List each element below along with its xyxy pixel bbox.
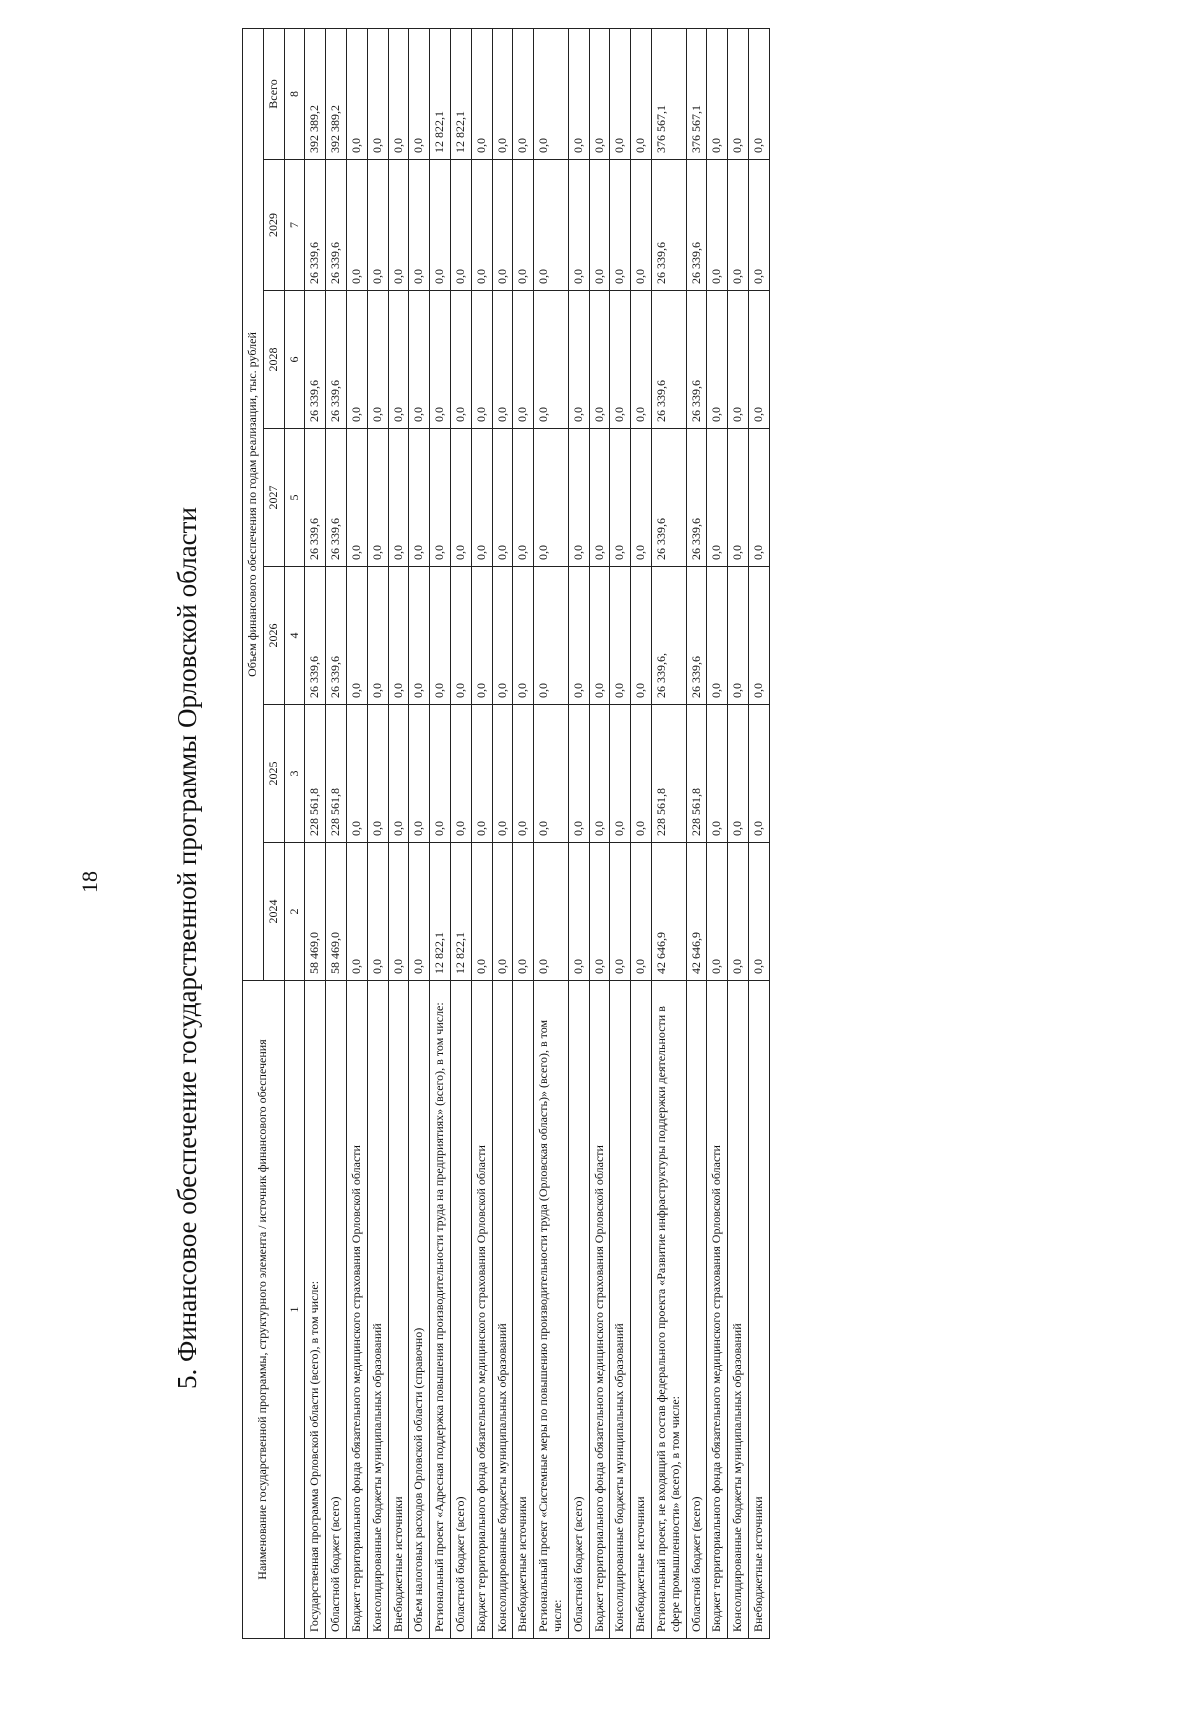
row-value-cell: 0,0	[728, 567, 749, 705]
row-label: Областной бюджет (всего)	[568, 981, 589, 1639]
row-total-cell: 0,0	[367, 28, 388, 159]
table-body	[305, 28, 769, 1638]
table-header-row	[243, 28, 264, 1638]
row-value-cell: 26 339,6	[326, 291, 347, 429]
row-value-cell: 0,0	[589, 160, 610, 291]
table-row	[707, 28, 728, 1638]
row-value-cell: 12 822,1	[430, 843, 451, 981]
row-total-cell: 392 389,2	[326, 28, 347, 159]
row-value-cell: 0,0	[388, 291, 409, 429]
row-value-cell: 0,0	[409, 160, 430, 291]
row-value-cell: 42 646,9	[686, 843, 707, 981]
column-index: 4	[284, 567, 305, 705]
row-value-cell: 0,0	[568, 705, 589, 843]
table-row	[568, 28, 589, 1638]
row-label: Бюджет территориального фонда обязательного медицинского страхования Орловской области	[589, 981, 610, 1639]
row-total-cell: 0,0	[388, 28, 409, 159]
year-header: 2029	[263, 160, 284, 291]
row-value-cell: 0,0	[409, 705, 430, 843]
row-value-cell: 26 339,6	[686, 291, 707, 429]
row-value-cell: 0,0	[430, 160, 451, 291]
row-label: Областной бюджет (всего)	[686, 981, 707, 1639]
row-value-cell: 0,0	[492, 160, 513, 291]
row-value-cell: 0,0	[707, 429, 728, 567]
row-value-cell: 0,0	[409, 291, 430, 429]
row-value-cell: 0,0	[450, 429, 471, 567]
row-value-cell: 0,0	[513, 160, 534, 291]
row-value-cell: 0,0	[430, 429, 451, 567]
row-value-cell: 26 339,6,	[651, 567, 686, 705]
row-value-cell: 0,0	[367, 843, 388, 981]
row-value-cell: 0,0	[728, 291, 749, 429]
row-value-cell: 0,0	[471, 567, 492, 705]
row-label: Внебюджетные источники	[748, 981, 769, 1639]
row-total-cell: 376 567,1	[686, 28, 707, 159]
row-value-cell: 0,0	[631, 429, 652, 567]
row-value-cell: 0,0	[707, 160, 728, 291]
row-value-cell: 58 469,0	[326, 843, 347, 981]
row-value-cell: 0,0	[728, 705, 749, 843]
row-value-cell: 0,0	[388, 705, 409, 843]
row-value-cell: 0,0	[610, 567, 631, 705]
row-value-cell: 0,0	[409, 429, 430, 567]
row-value-cell: 0,0	[728, 843, 749, 981]
row-value-cell: 26 339,6	[686, 429, 707, 567]
row-value-cell: 0,0	[513, 567, 534, 705]
column-index: 5	[284, 429, 305, 567]
table-row	[748, 28, 769, 1638]
year-header: 2026	[263, 567, 284, 705]
row-value-cell: 0,0	[728, 429, 749, 567]
row-value-cell: 0,0	[631, 291, 652, 429]
row-total-cell: 0,0	[748, 28, 769, 159]
table-row	[589, 28, 610, 1638]
column-index: 3	[284, 705, 305, 843]
column-index: 2	[284, 843, 305, 981]
row-value-cell: 0,0	[707, 567, 728, 705]
row-value-cell: 26 339,6	[305, 567, 326, 705]
row-value-cell: 0,0	[589, 429, 610, 567]
row-value-cell: 0,0	[589, 705, 610, 843]
row-value-cell: 0,0	[346, 843, 367, 981]
row-value-cell: 0,0	[748, 160, 769, 291]
row-value-cell: 0,0	[568, 291, 589, 429]
row-value-cell: 0,0	[471, 291, 492, 429]
row-value-cell: 0,0	[707, 291, 728, 429]
row-value-cell: 0,0	[748, 291, 769, 429]
row-value-cell: 0,0	[430, 567, 451, 705]
row-value-cell: 0,0	[534, 291, 569, 429]
column-index-row	[284, 28, 305, 1638]
row-value-cell: 26 339,6	[326, 567, 347, 705]
row-total-cell: 0,0	[707, 28, 728, 159]
row-value-cell: 0,0	[568, 567, 589, 705]
volume-group-header: Объем финансового обеспечения по годам реализации, тыс. рублей	[243, 28, 264, 980]
row-value-cell: 0,0	[492, 567, 513, 705]
row-value-cell: 0,0	[568, 429, 589, 567]
row-label: Консолидированные бюджеты муниципальных образований	[492, 981, 513, 1639]
row-value-cell: 0,0	[346, 429, 367, 567]
row-value-cell: 0,0	[728, 160, 749, 291]
row-total-cell: 0,0	[610, 28, 631, 159]
row-label: Внебюджетные источники	[388, 981, 409, 1639]
row-total-cell: 0,0	[513, 28, 534, 159]
row-value-cell: 0,0	[388, 843, 409, 981]
row-label: Бюджет территориального фонда обязательного медицинского страхования Орловской области	[707, 981, 728, 1639]
row-value-cell: 0,0	[450, 291, 471, 429]
row-value-cell: 0,0	[430, 291, 451, 429]
row-value-cell: 0,0	[707, 843, 728, 981]
row-total-cell: 0,0	[728, 28, 749, 159]
row-value-cell: 0,0	[346, 291, 367, 429]
row-value-cell: 0,0	[568, 843, 589, 981]
row-value-cell: 0,0	[631, 160, 652, 291]
year-header: 2028	[263, 291, 284, 429]
table-row	[534, 28, 569, 1638]
table-row	[326, 28, 347, 1638]
table-row	[492, 28, 513, 1638]
row-value-cell: 0,0	[707, 705, 728, 843]
row-value-cell: 26 339,6	[651, 291, 686, 429]
table-row	[513, 28, 534, 1638]
row-value-cell: 228 561,8	[651, 705, 686, 843]
row-value-cell: 0,0	[748, 843, 769, 981]
row-value-cell: 0,0	[409, 843, 430, 981]
table-row	[430, 28, 451, 1638]
row-value-cell: 0,0	[492, 429, 513, 567]
row-value-cell: 0,0	[367, 567, 388, 705]
table-row	[686, 28, 707, 1638]
row-value-cell: 12 822,1	[450, 843, 471, 981]
row-label: Областной бюджет (всего)	[326, 981, 347, 1639]
row-total-cell: 0,0	[568, 28, 589, 159]
table-row	[450, 28, 471, 1638]
row-value-cell: 0,0	[513, 843, 534, 981]
row-value-cell: 26 339,6	[651, 429, 686, 567]
row-value-cell: 0,0	[367, 429, 388, 567]
row-label: Областной бюджет (всего)	[450, 981, 471, 1639]
row-value-cell: 0,0	[534, 160, 569, 291]
row-value-cell: 0,0	[631, 843, 652, 981]
row-value-cell: 0,0	[388, 567, 409, 705]
year-header: 2024	[263, 843, 284, 981]
column-index: 1	[284, 981, 305, 1639]
row-value-cell: 26 339,6	[326, 160, 347, 291]
column-index: 7	[284, 160, 305, 291]
row-value-cell: 0,0	[748, 567, 769, 705]
table-row	[409, 28, 430, 1638]
row-value-cell: 228 561,8	[686, 705, 707, 843]
row-value-cell: 0,0	[610, 843, 631, 981]
row-value-cell: 0,0	[748, 429, 769, 567]
row-total-cell: 0,0	[471, 28, 492, 159]
row-value-cell: 0,0	[430, 705, 451, 843]
row-label: Консолидированные бюджеты муниципальных образований	[610, 981, 631, 1639]
total-header: Всего	[263, 28, 284, 159]
page-number: 18	[77, 871, 102, 893]
row-label: Региональный проект «Адресная поддержка повышения производительности труда на предприятиях» (всего), в том числе:	[430, 981, 451, 1639]
row-value-cell: 0,0	[492, 705, 513, 843]
row-label: Внебюджетные источники	[631, 981, 652, 1639]
row-total-cell: 12 822,1	[430, 28, 451, 159]
row-value-cell: 0,0	[492, 843, 513, 981]
row-total-cell: 0,0	[492, 28, 513, 159]
row-value-cell: 0,0	[589, 843, 610, 981]
table-row	[651, 28, 686, 1638]
row-value-cell: 42 646,9	[651, 843, 686, 981]
row-label: Государственная программа Орловской области (всего), в том числе:	[305, 981, 326, 1639]
row-value-cell: 228 561,8	[305, 705, 326, 843]
row-value-cell: 0,0	[513, 291, 534, 429]
row-value-cell: 26 339,6	[651, 160, 686, 291]
row-value-cell: 0,0	[610, 291, 631, 429]
row-value-cell: 0,0	[534, 429, 569, 567]
row-value-cell: 0,0	[471, 843, 492, 981]
row-value-cell: 0,0	[631, 705, 652, 843]
row-value-cell: 0,0	[409, 567, 430, 705]
row-label: Региональный проект «Системные меры по повышению производительности труда (Орловская область)» (всего), в том числе:	[534, 981, 569, 1639]
column-index: 8	[284, 28, 305, 159]
row-value-cell: 0,0	[471, 160, 492, 291]
table-row	[346, 28, 367, 1638]
row-total-cell: 12 822,1	[450, 28, 471, 159]
row-total-cell: 0,0	[534, 28, 569, 159]
row-total-cell: 376 567,1	[651, 28, 686, 159]
row-value-cell: 0,0	[471, 705, 492, 843]
row-value-cell: 0,0	[568, 160, 589, 291]
page-title: 5. Финансовое обеспечение государственной программы Орловской области	[172, 507, 202, 1389]
row-value-cell: 0,0	[610, 705, 631, 843]
table-row	[305, 28, 326, 1638]
row-label: Внебюджетные источники	[513, 981, 534, 1639]
table-row	[367, 28, 388, 1638]
row-value-cell: 0,0	[388, 160, 409, 291]
table-row	[631, 28, 652, 1638]
row-value-cell: 0,0	[534, 843, 569, 981]
row-value-cell: 0,0	[534, 567, 569, 705]
row-total-cell: 0,0	[409, 28, 430, 159]
name-column-header: Наименование государственной программы, структурного элемента / источник финансового обеспечения	[243, 981, 285, 1639]
row-value-cell: 228 561,8	[326, 705, 347, 843]
row-value-cell: 26 339,6	[305, 160, 326, 291]
row-total-cell: 392 389,2	[305, 28, 326, 159]
row-value-cell: 0,0	[748, 705, 769, 843]
row-value-cell: 0,0	[346, 160, 367, 291]
row-label: Консолидированные бюджеты муниципальных образований	[367, 981, 388, 1639]
row-value-cell: 0,0	[367, 705, 388, 843]
table-row	[388, 28, 409, 1638]
year-header: 2025	[263, 705, 284, 843]
column-index: 6	[284, 291, 305, 429]
row-value-cell: 0,0	[513, 705, 534, 843]
row-value-cell: 0,0	[450, 567, 471, 705]
row-label: Консолидированные бюджеты муниципальных образований	[728, 981, 749, 1639]
row-value-cell: 0,0	[388, 429, 409, 567]
row-value-cell: 0,0	[631, 567, 652, 705]
row-value-cell: 0,0	[367, 291, 388, 429]
row-total-cell: 0,0	[346, 28, 367, 159]
row-value-cell: 26 339,6	[305, 429, 326, 567]
row-value-cell: 26 339,6	[686, 160, 707, 291]
row-value-cell: 0,0	[534, 705, 569, 843]
table-row	[728, 28, 749, 1638]
row-value-cell: 26 339,6	[305, 291, 326, 429]
row-value-cell: 0,0	[346, 705, 367, 843]
row-value-cell: 0,0	[492, 291, 513, 429]
row-value-cell: 0,0	[346, 567, 367, 705]
row-label: Региональный проект, не входящий в состав федерального проекта «Развитие инфраструктуры поддержки деятельности в сфере промышленности» (всего), в том числе:	[651, 981, 686, 1639]
row-label: Бюджет территориального фонда обязательного медицинского страхования Орловской области	[471, 981, 492, 1639]
row-value-cell: 0,0	[367, 160, 388, 291]
row-total-cell: 0,0	[589, 28, 610, 159]
row-value-cell: 0,0	[610, 160, 631, 291]
row-total-cell: 0,0	[631, 28, 652, 159]
row-label: Бюджет территориального фонда обязательного медицинского страхования Орловской области	[346, 981, 367, 1639]
row-value-cell: 0,0	[450, 705, 471, 843]
row-value-cell: 0,0	[513, 429, 534, 567]
row-value-cell: 0,0	[589, 291, 610, 429]
row-value-cell: 0,0	[589, 567, 610, 705]
row-value-cell: 0,0	[610, 429, 631, 567]
table-row	[471, 28, 492, 1638]
year-header: 2027	[263, 429, 284, 567]
row-value-cell: 58 469,0	[305, 843, 326, 981]
financing-table	[242, 28, 770, 1639]
row-value-cell: 26 339,6	[326, 429, 347, 567]
row-value-cell: 0,0	[471, 429, 492, 567]
row-value-cell: 0,0	[450, 160, 471, 291]
row-label: Объем налоговых расходов Орловской области (справочно)	[409, 981, 430, 1639]
table-row	[610, 28, 631, 1638]
row-value-cell: 26 339,6	[686, 567, 707, 705]
